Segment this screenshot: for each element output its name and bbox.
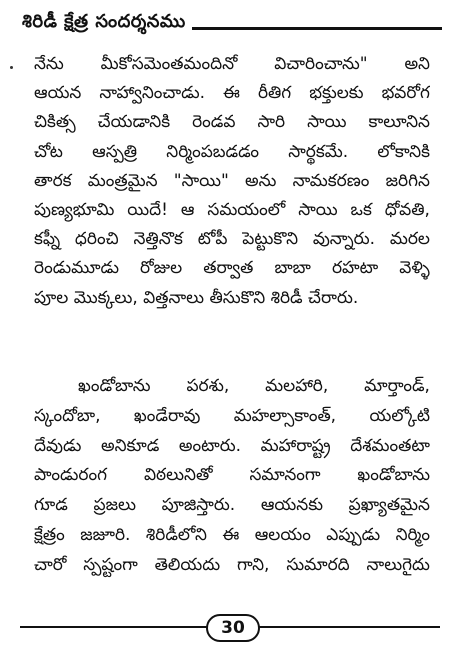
text-line: రెండుమూడు రోజుల తర్వాత బాబా రహటా వెళ్ళి	[34, 258, 430, 279]
text-line: ఆయన నాహ్వానించాడు. ఈ రీతిగ భక్తులకు భవరోగ	[34, 83, 430, 104]
text-line: తారక మంత్రమైన "సాయి" అను నామకరణం జరిగిన	[34, 170, 430, 191]
header-rule	[192, 27, 442, 30]
text-line: చారో స్పష్టంగా తెలియదు గాని, సుమారది నాలుగైదు	[34, 554, 430, 575]
text-line: గూడ ప్రజలు పూజిస్తారు. ఆయనకు ప్రఖ్యాతమైన	[34, 495, 430, 516]
text-line: పుణ్యభూమి యిదే! ఆ సమయంలో సాయి ఒక ధోవతి,	[34, 200, 430, 220]
text-line: స్కందోబా, ఖండేరావు మహల్సాకాంత్, యల్కోటి	[34, 405, 430, 426]
text-line: పూల మొక్కలు, విత్తనాలు తీసుకొని శిరిడీ చేరారు.	[34, 287, 359, 308]
text-line: నేను మీకోసమెంతమందినో విచారించాను" అని	[34, 54, 430, 74]
running-header	[22, 8, 442, 38]
text-line: చోట ఆస్పత్రి నిర్మింపబడడం సార్థకమే. లోకానికి	[34, 141, 430, 162]
text-line: ఖండోబాను పరశు, మలహారి, మార్తాండ్,	[78, 376, 430, 396]
page-number: 30	[206, 614, 260, 642]
margin-dot	[10, 66, 13, 69]
text-line: పాండురంగ విఠలునితో సమానంగా ఖండోబాను	[34, 465, 430, 486]
page-footer	[20, 612, 440, 642]
running-header-title: శిరిడీ క్షేత్ర సందర్శనము	[22, 10, 186, 32]
text-line: దేవుడు అనికూడ అంటారు. మహారాష్ట్ర దేశమంతటా	[34, 435, 430, 456]
text-line: చికిత్స చేయడానికి రెండవ సారి సాయి కాలూనిన	[34, 112, 430, 133]
text-line: కఫ్నీ ధరించి నెత్తినొక టోపీ పెట్టుకొని వున్నారు. మరల	[34, 229, 430, 250]
text-line: క్షేత్రం జజూరి. శిరిడీలోని ఈ ఆలయం ఎప్పుడు నిర్మిం	[34, 525, 430, 545]
